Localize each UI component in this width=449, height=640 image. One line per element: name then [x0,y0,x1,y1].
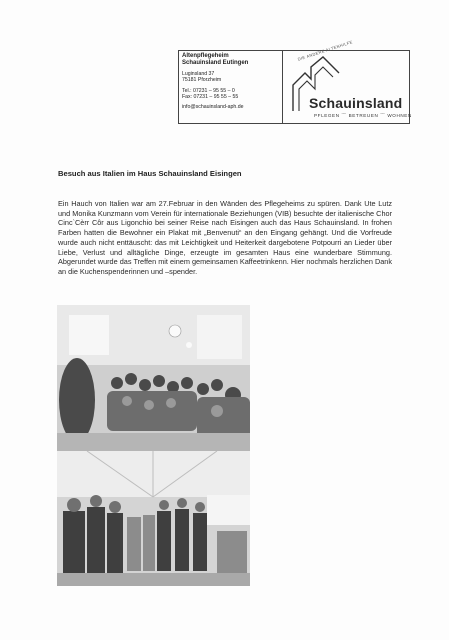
org-name-line-1: Altenpflegeheim [182,53,229,59]
logo-brand-text: Schauinsland [309,95,403,111]
phone: Tel.: 07231 – 95 55 – 0 [182,87,235,94]
article-title: Besuch aus Italien im Haus Schauinsland Eisingen [58,169,242,178]
fax: Fax: 07231 – 95 55 – 55 [182,93,239,100]
street: Luginsland 37 [182,71,215,77]
logo-arc-text: DIE ANDERE ALTENHILFE [297,39,354,62]
letterhead-box [178,39,412,124]
address-block [179,51,283,123]
photo-choir [57,451,250,586]
city: 75181 Pforzheim [182,77,222,84]
article-body: Ein Hauch von Italien war am 27.Februar in den Wänden des Pflegeheims zu spüren. Dank Ute Lutz und Monika Kunzmann vom Verein für internationale Beziehungen (VIB) besuchte der italienische Chor Cinc`Cèrr Côr aus Ligonchio bei seiner Reise nach Eisingen auch das Haus Schauinsland. In frohen Farben hatten die Bewohner ein Plakat mit „Benvenuti“ an den Eingang gehängt. Und die Vorfreude wurde auch nicht enttäuscht: das mit Leichtigkeit und Heiterkeit dargebotene Potpourri an Lieder über Liebe, Verlust und alltägliche Dinge, erzeugte im gesamten Haus eine wunderbare Stimmung. Abgerundet wurde das Treffen mit einem gemeinsamen Kaffeetrinkenn. Hier nochmals herzlichen Dank an die Kuchenspenderinnen und –spender. [58,199,392,276]
logo-tagline: PFLEGEN ⌒ BETREUEN ⌒ WOHNEN [314,113,412,118]
org-name-line-2: Schauinsland Eutingen [182,60,249,66]
schauinsland-logo [283,39,412,123]
photo-audience [57,305,250,451]
email: info@schauinsland-aph.de [182,104,244,111]
